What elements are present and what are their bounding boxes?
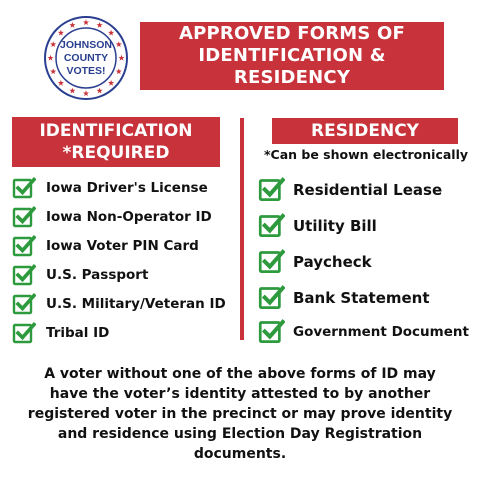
residency-item-label: Paycheck <box>293 252 372 271</box>
title-line-1: APPROVED FORMS OF <box>178 23 406 44</box>
id-item-label: U.S. Passport <box>46 267 149 283</box>
logo-line-3: VOTES! <box>66 65 106 77</box>
identification-header-required: *REQUIRED <box>62 143 170 163</box>
johnson-county-votes-logo <box>44 16 128 100</box>
column-divider <box>240 118 244 340</box>
checkbox-checked-icon <box>12 176 36 200</box>
id-list-item <box>12 176 208 200</box>
logo-seal <box>44 16 128 100</box>
logo-line-1: JOHNSON <box>60 39 112 51</box>
residency-item-label: Utility Bill <box>293 216 377 235</box>
checkbox-checked-icon <box>258 176 285 203</box>
checkbox-checked-icon <box>12 292 36 316</box>
id-list-item <box>12 321 109 345</box>
checkbox-checked-icon <box>12 263 36 287</box>
id-list-item <box>12 234 199 258</box>
identification-header <box>12 117 220 167</box>
residency-list-item <box>258 284 430 311</box>
logo-line-2: COUNTY <box>63 52 109 64</box>
id-item-label: U.S. Military/Veteran ID <box>46 296 226 312</box>
id-list-item <box>12 205 212 229</box>
checkbox-checked-icon <box>12 321 36 345</box>
residency-list-item <box>258 212 377 239</box>
footer-notice: A voter without one of the above forms of ID may have the voter’s identity attested to by another registered voter in the precinct or may prove identity and residence using Election Day Registration documents. <box>27 366 453 462</box>
checkbox-checked-icon <box>258 212 285 239</box>
residency-item-label: Bank Statement <box>293 288 430 307</box>
residency-list-item <box>258 248 372 275</box>
checkbox-checked-icon <box>258 248 285 275</box>
residency-header <box>272 118 458 144</box>
id-item-label: Iowa Driver's License <box>46 180 208 196</box>
id-item-label: Tribal ID <box>46 325 110 341</box>
residency-list-item <box>258 318 469 345</box>
identification-header-title: IDENTIFICATION <box>39 121 193 141</box>
checkbox-checked-icon <box>258 284 285 311</box>
residency-list-item <box>258 176 442 203</box>
id-item-label: Iowa Non-Operator ID <box>46 209 212 225</box>
title-banner <box>140 22 444 90</box>
title-line-2: IDENTIFICATION & RESIDENCY <box>198 45 386 88</box>
residency-item-label: Government Document <box>293 323 469 340</box>
residency-item-label: Residential Lease <box>293 180 443 199</box>
id-list-item <box>12 292 226 316</box>
checkbox-checked-icon <box>12 205 36 229</box>
id-list-item <box>12 263 148 287</box>
residency-note: *Can be shown electronically <box>263 147 469 162</box>
residency-header-title: RESIDENCY <box>310 121 419 141</box>
id-item-label: Iowa Voter PIN Card <box>46 238 199 254</box>
checkbox-checked-icon <box>258 318 285 345</box>
checkbox-checked-icon <box>12 234 36 258</box>
